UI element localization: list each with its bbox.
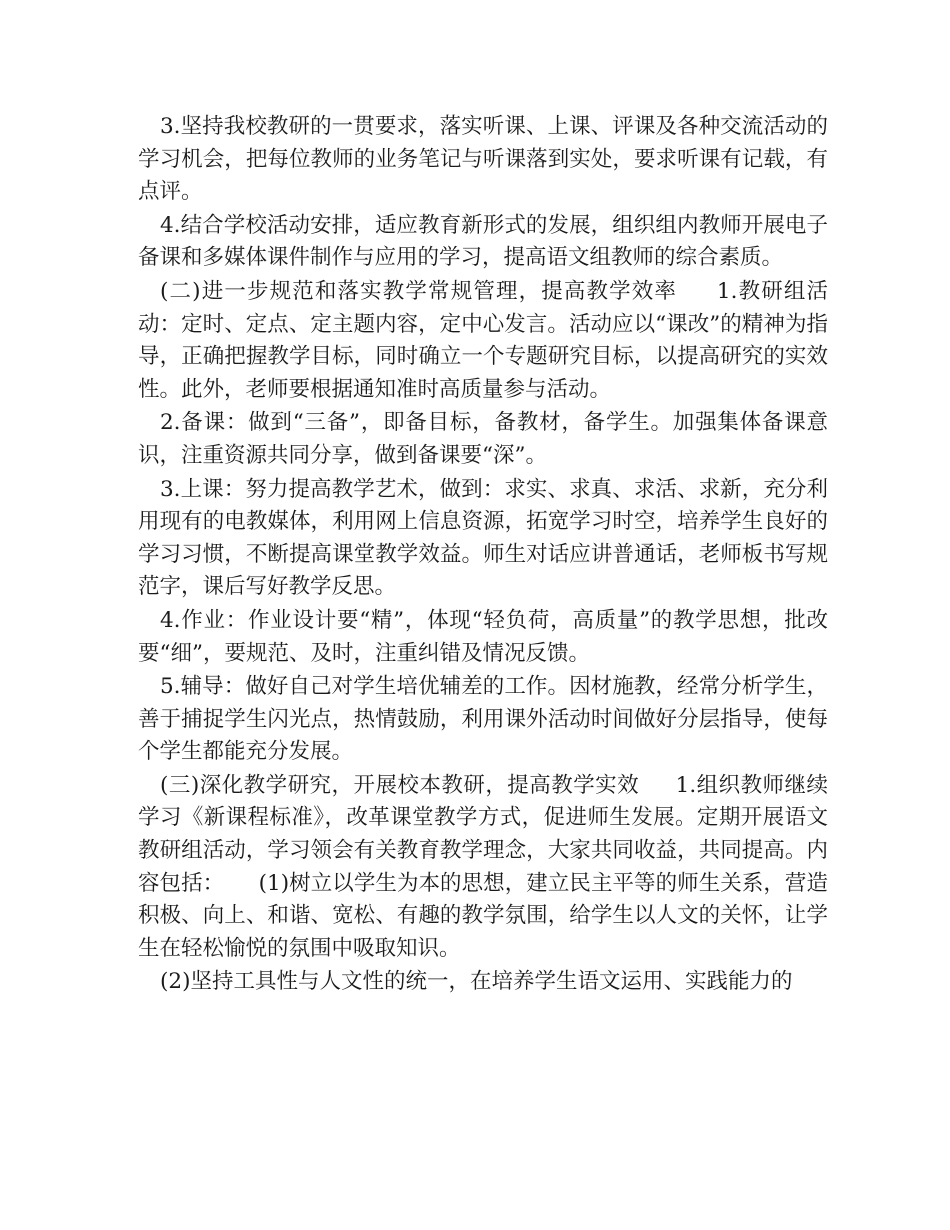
paragraph-1: 3.坚持我校教研的一贯要求，落实听课、上课、评课及各种交流活动的学习机会，把每位教师的业务笔记与听课落到实处，要求听课有记载，有点评。 — [138, 114, 828, 205]
paragraph-5: 3.上课：努力提高教学艺术，做到：求实、求真、求活、求新，充分利用现有的电教媒体，利用网上信息资源，拓宽学习时空，培养学生良好的学习习惯，不断提高课堂教学效益。师生对话应讲普通话，老师板书写规范字，课后写好教学反思。 — [138, 476, 828, 600]
paragraph-9: (2)坚持工具性与人文性的统一，在培养学生语文运用、实践能力的 — [160, 969, 793, 995]
paragraph-6: 4.作业：作业设计要“精”，体现“轻负荷，高质量”的教学思想，批改要“细”，要规范、及时，注重纠错及情况反馈。 — [138, 607, 828, 666]
paragraph-2: 4.结合学校活动安排，适应教育新形式的发展，组织组内教师开展电子备课和多媒体课件制作与应用的学习，提高语文组教师的综合素质。 — [138, 212, 828, 271]
paragraph-4: 2.备课：做到“三备”，即备目标，备教材，备学生。加强集体备课意识，注重资源共同分享，做到备课要“深”。 — [138, 410, 828, 468]
paragraph-7: 5.辅导：做好自己对学生培优辅差的工作。因材施教，经常分析学生，善于捕捉学生闪光点，热情鼓励，利用课外活动时间做好分层指导，使每个学生都能充分发展。 — [138, 674, 828, 765]
paragraph-3: (二)进一步规范和落实教学常规管理，提高教学效率 1.教研组活动：定时、定点、定主题内容，定中心发言。活动应以“课改”的精神为指导，正确把握教学目标，同时确立一个专题研究目标，以提高研究的实效性。此外，老师要根据通知准时高质量参与活动。 — [138, 278, 828, 402]
document-body — [138, 111, 828, 1000]
paragraph-8: (三)深化教学研究，开展校本教研，提高教学实效 1.组织教师继续学习《新课程标准》，改革课堂教学方式，促进师生发展。定期开展语文教研组活动，学习领会有关教育教学理念，大家共同收益，共同提高。内容包括： (1)树立以学生为本的思想，建立民主平等的师生关系，营造积极、向上、和谐、宽松、有趣的教学氛围，给学生以人文的关怀，让学生在轻松愉悦的氛围中吸取知识。 — [138, 772, 828, 961]
